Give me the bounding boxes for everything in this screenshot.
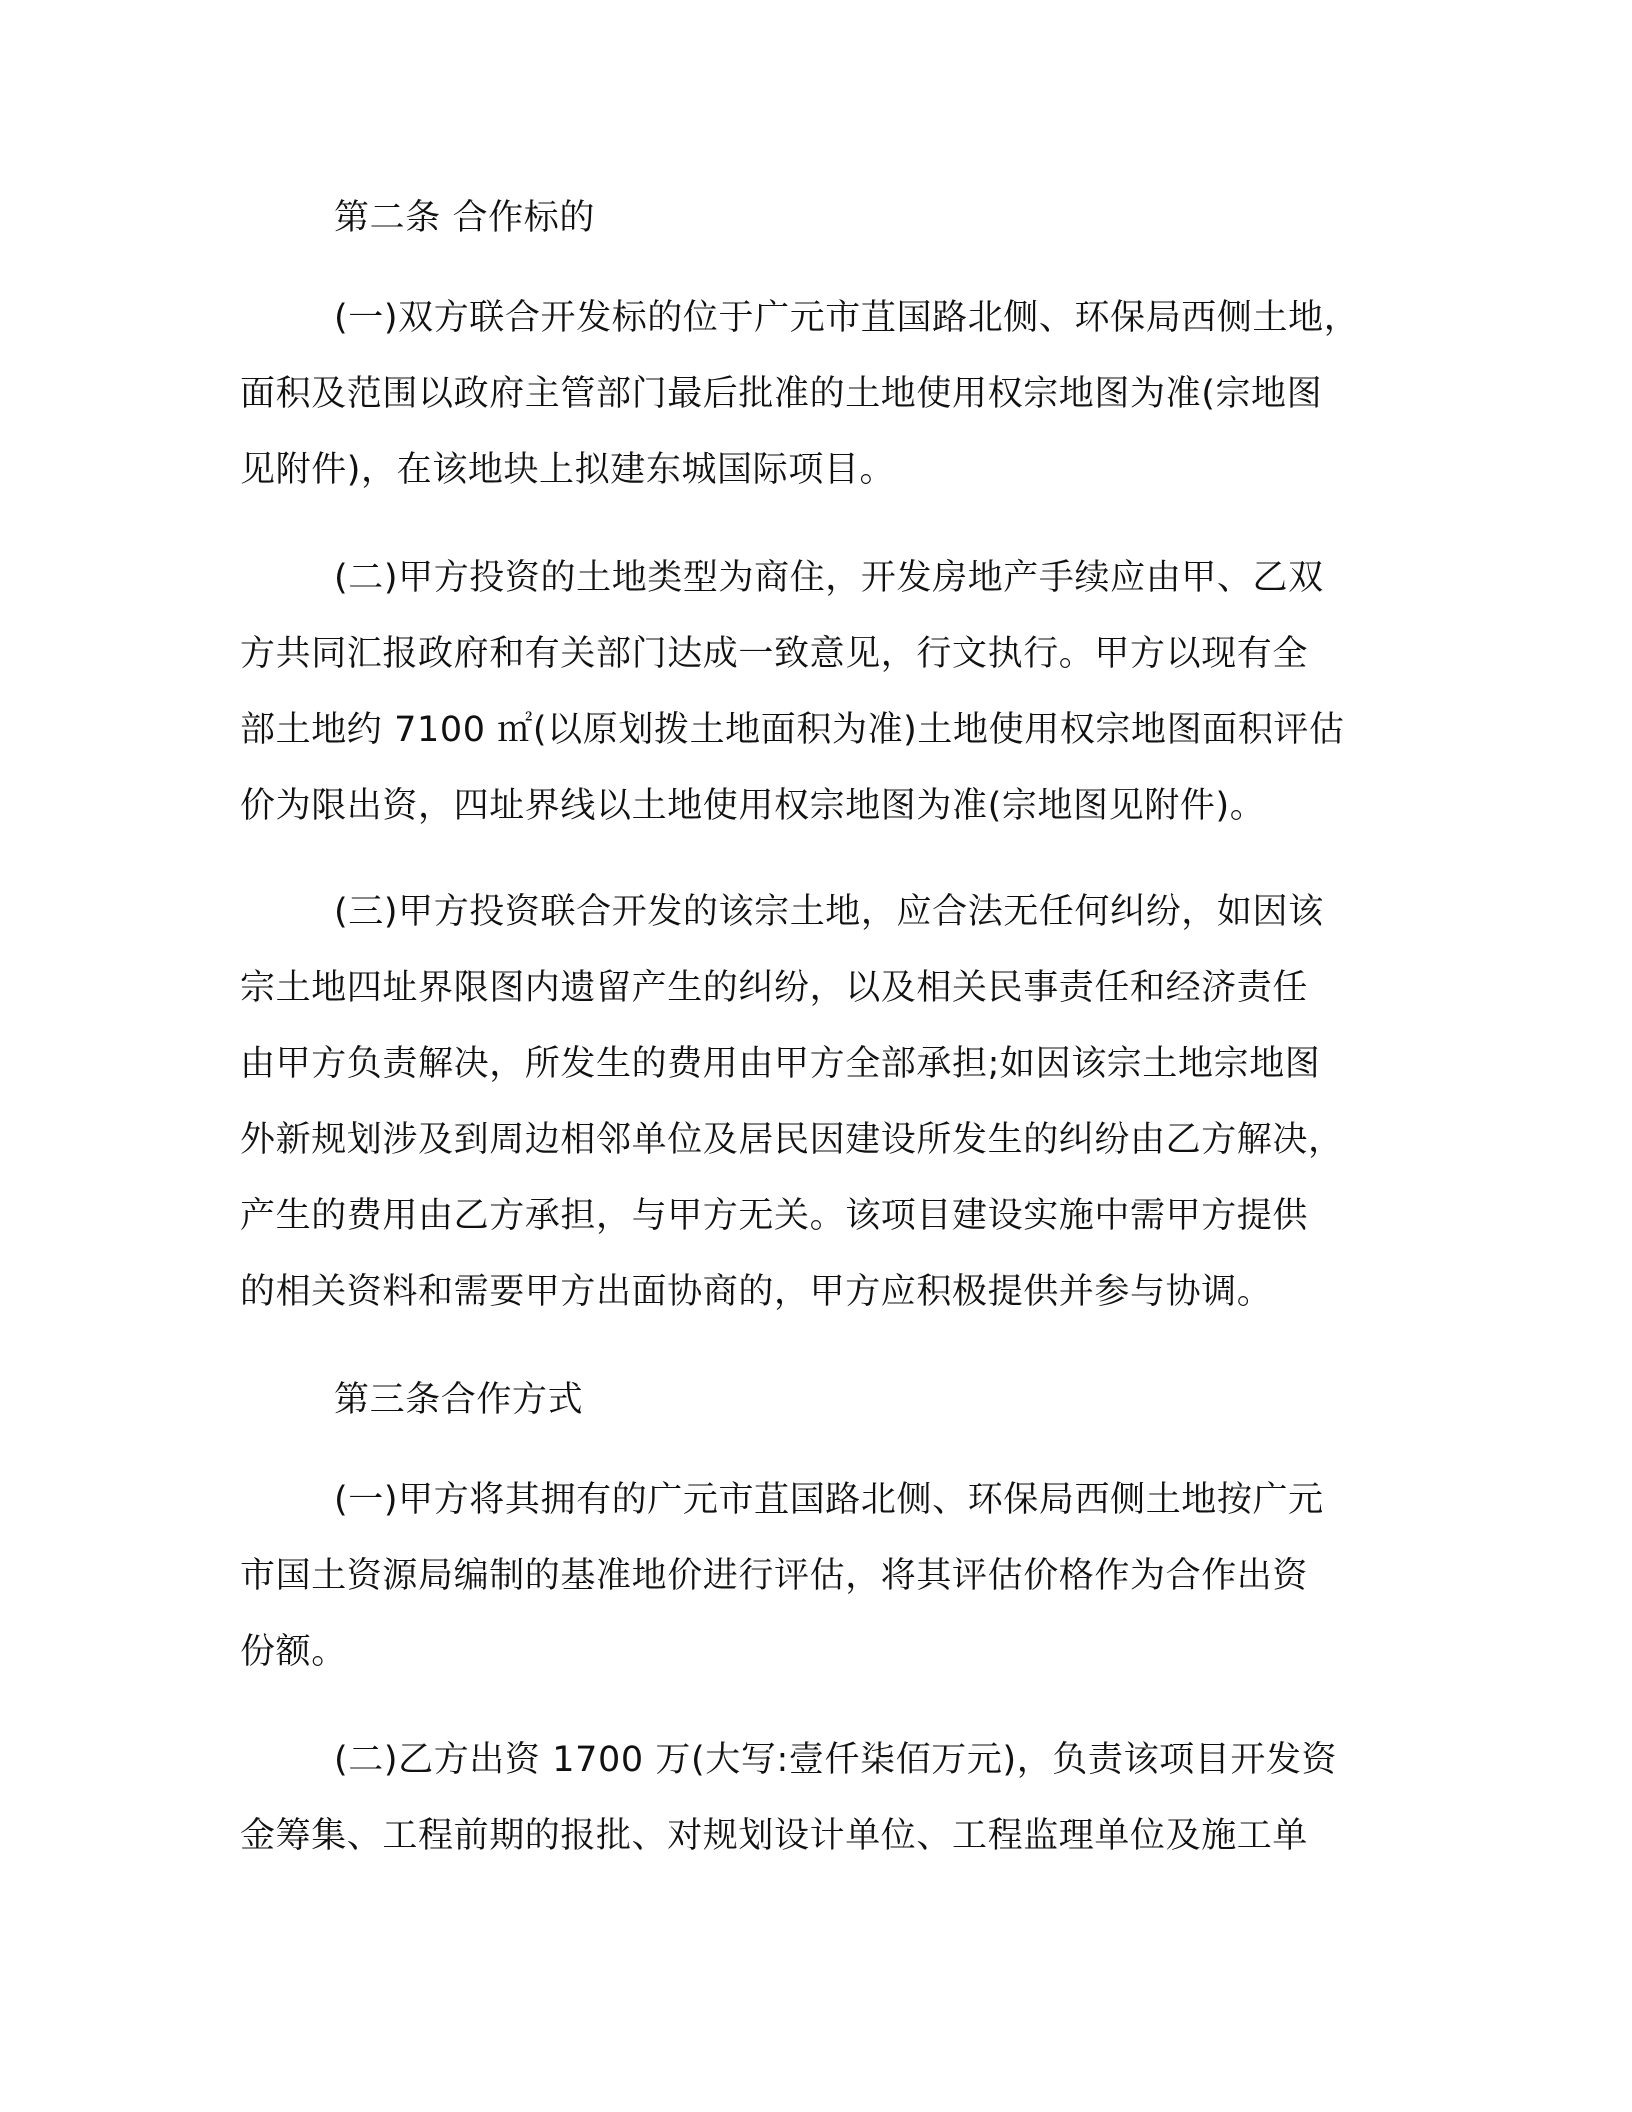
section-2-para-2-line-2: 方共同汇报政府和有关部门达成一致意见，行文执行。甲方以现有全 <box>240 634 1309 674</box>
section-2-para-3-line-5: 产生的费用由乙方承担，与甲方无关。该项目建设实施中需甲方提供 <box>240 1196 1309 1236</box>
section-2-para-3-line-1: (三)甲方投资联合开发的该宗土地，应合法无任何纠纷，如因该 <box>334 892 1324 932</box>
section-2-para-3-line-3: 由甲方负责解决，所发生的费用由甲方全部承担;如因该宗土地宗地图 <box>240 1044 1321 1084</box>
section-3-para-2-line-1: (二)乙方出资 1700 万(大写:壹仟柒佰万元)，负责该项目开发资 <box>334 1740 1338 1780</box>
section-2-para-1-line-3: 见附件)，在该地块上拟建东城国际项目。 <box>240 450 896 490</box>
section-2-para-3-line-2: 宗土地四址界限图内遗留产生的纠纷，以及相关民事责任和经济责任 <box>240 968 1309 1008</box>
section-3-heading: 第三条合作方式 <box>334 1380 584 1420</box>
section-2-para-3-line-6: 的相关资料和需要甲方出面协商的，甲方应积极提供并参与协调。 <box>240 1272 1273 1312</box>
section-2-para-3-line-4: 外新规划涉及到周边相邻单位及居民因建设所发生的纠纷由乙方解决， <box>240 1120 1344 1160</box>
section-2-para-2-line-1: (二)甲方投资的土地类型为商住，开发房地产手续应由甲、乙双 <box>334 558 1324 598</box>
section-2-para-1-line-1: (一)双方联合开发标的位于广元市苴国路北侧、环保局西侧土地， <box>334 298 1360 338</box>
section-2-para-1-line-2: 面积及范围以政府主管部门最后批准的土地使用权宗地图为准(宗地图 <box>240 374 1323 414</box>
section-3-para-2-line-2: 金筹集、工程前期的报批、对规划设计单位、工程监理单位及施工单 <box>240 1816 1309 1856</box>
section-3-para-1-line-1: (一)甲方将其拥有的广元市苴国路北侧、环保局西侧土地按广元 <box>334 1480 1324 1520</box>
section-3-para-1-line-2: 市国土资源局编制的基准地价进行评估，将其评估价格作为合作出资 <box>240 1556 1309 1596</box>
section-2-heading: 第二条 合作标的 <box>334 198 595 238</box>
section-2-para-2-line-3: 部土地约 7100 ㎡(以原划拨土地面积为准)土地使用权宗地图面积评估 <box>240 710 1345 750</box>
section-3-para-1-line-3: 份额。 <box>240 1632 347 1672</box>
section-2-para-2-line-4: 价为限出资，四址界线以土地使用权宗地图为准(宗地图见附件)。 <box>240 786 1266 826</box>
